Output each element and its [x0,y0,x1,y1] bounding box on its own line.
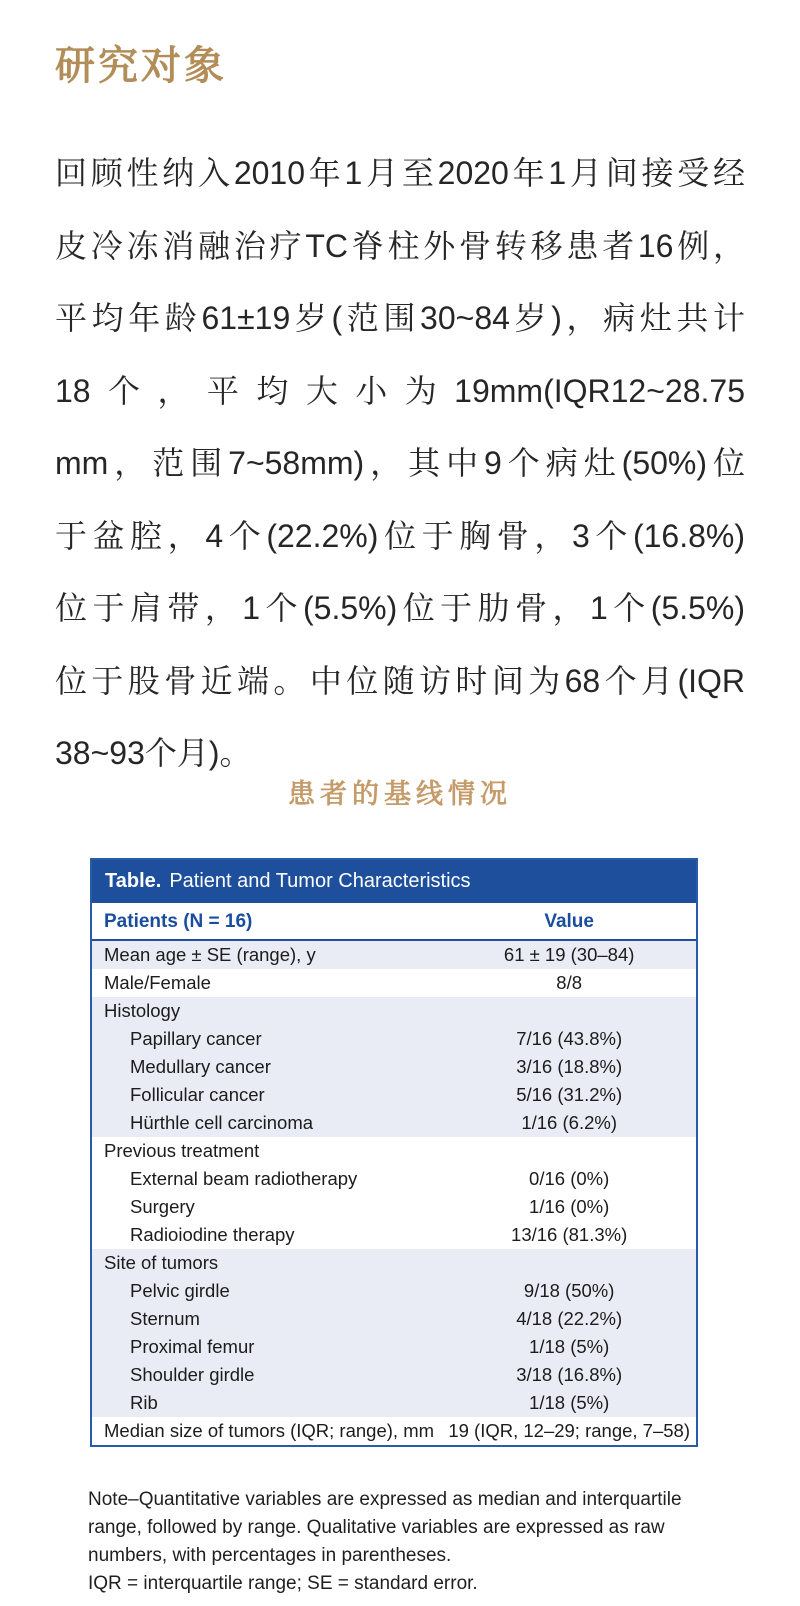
characteristics-table [90,858,698,1447]
row-label: Male/Female [104,972,211,993]
table-row [92,1417,696,1445]
row-value: 3/16 (18.8%) [516,1056,623,1077]
row-value: 3/18 (16.8%) [516,1364,623,1385]
row-label: Rib [130,1392,158,1413]
intro-line: 38~93个月)。 [55,735,252,771]
table-row [92,1305,696,1333]
intro-line: mm，范围7~58mm)，其中9个病灶(50%)位 [55,445,745,481]
table-title-text: Patient and Tumor Characteristics [169,870,471,892]
table-row [92,997,696,1025]
intro-paragraph [55,137,745,790]
row-label: External beam radiotherapy [130,1168,358,1189]
row-label: Median size of tumors (IQR; range), mm [104,1420,435,1441]
footnote-note: Note–Quantitative variables are expressed as median and interquartile range, followed by range. Qualitative variables are expressed as raw numbers, with percentages in parentheses. [88,1489,682,1566]
intro-line: 皮冷冻消融治疗TC脊柱外骨转移患者16例， [55,227,745,264]
row-label: Radioiodine therapy [130,1224,295,1245]
row-value: 4/18 (22.2%) [516,1308,623,1329]
footnote-abbreviations: IQR = interquartile range; SE = standard error. [88,1573,478,1594]
column-header-patients: Patients (N = 16) [104,911,253,932]
table-row [92,1361,696,1389]
row-value: 7/16 (43.8%) [516,1028,623,1049]
row-value: 1/18 (5%) [529,1392,610,1413]
table-row [92,1249,696,1277]
intro-line: 平均年龄61±19岁(范围30~84岁)，病灶共计 [55,300,745,336]
intro-line: 位于股骨近端。中位随访时间为68个月(IQR [55,662,745,699]
row-value: 0/16 (0%) [529,1168,610,1189]
table-caption: 患者的基线情况 [288,779,512,809]
table-column-header [92,903,696,941]
table-row [92,1137,696,1165]
table-row [92,1053,696,1081]
row-label: Site of tumors [104,1252,219,1273]
intro-line: 18个，平均大小为19mm(IQR12~28.75 [55,372,745,409]
table-title-label: Table. [105,870,162,892]
intro-line: 于盆腔，4个(22.2%)位于胸骨，3个(16.8%) [55,517,745,554]
table-row [92,1165,696,1193]
row-value: 9/18 (50%) [523,1280,615,1301]
table-title-bar [92,860,696,903]
row-label: Shoulder girdle [130,1364,255,1385]
row-value: 19 (IQR, 12–29; range, 7–58) [448,1420,690,1441]
table-footnote [88,1486,716,1598]
row-label: Histology [104,1000,181,1021]
table-row [92,1025,696,1053]
row-label: Pelvic girdle [130,1280,230,1301]
table-row [92,1221,696,1249]
table-row [92,1193,696,1221]
row-value: 5/16 (31.2%) [516,1084,623,1105]
row-label: Previous treatment [104,1140,260,1161]
table-row [92,1389,696,1417]
row-label: Proximal femur [130,1336,255,1357]
row-label: Sternum [130,1308,200,1329]
table-row [92,1081,696,1109]
row-label: Surgery [130,1196,195,1217]
row-value: 1/16 (0%) [529,1196,610,1217]
row-value: 1/18 (5%) [529,1336,610,1357]
row-label: Follicular cancer [130,1084,265,1105]
row-value: 8/8 [556,972,583,993]
row-value: 1/16 (6.2%) [521,1112,617,1133]
section-title: 研究对象 [55,42,227,89]
row-value: 13/16 (81.3%) [511,1224,628,1245]
intro-line: 位于肩带，1个(5.5%)位于肋骨，1个(5.5%) [55,590,745,626]
intro-line: 回顾性纳入2010年1月至2020年1月间接受经 [55,155,745,191]
row-label: Medullary cancer [130,1056,271,1077]
row-label: Hürthle cell carcinoma [130,1112,314,1133]
table-row [92,1277,696,1305]
table-row [92,1333,696,1361]
column-header-value: Value [544,911,594,932]
table-row [92,969,696,997]
row-label: Papillary cancer [130,1028,262,1049]
row-value: 61 ± 19 (30–84) [503,944,635,965]
table-row [92,1109,696,1137]
row-label: Mean age ± SE (range), y [104,944,316,965]
table-row [92,941,696,969]
